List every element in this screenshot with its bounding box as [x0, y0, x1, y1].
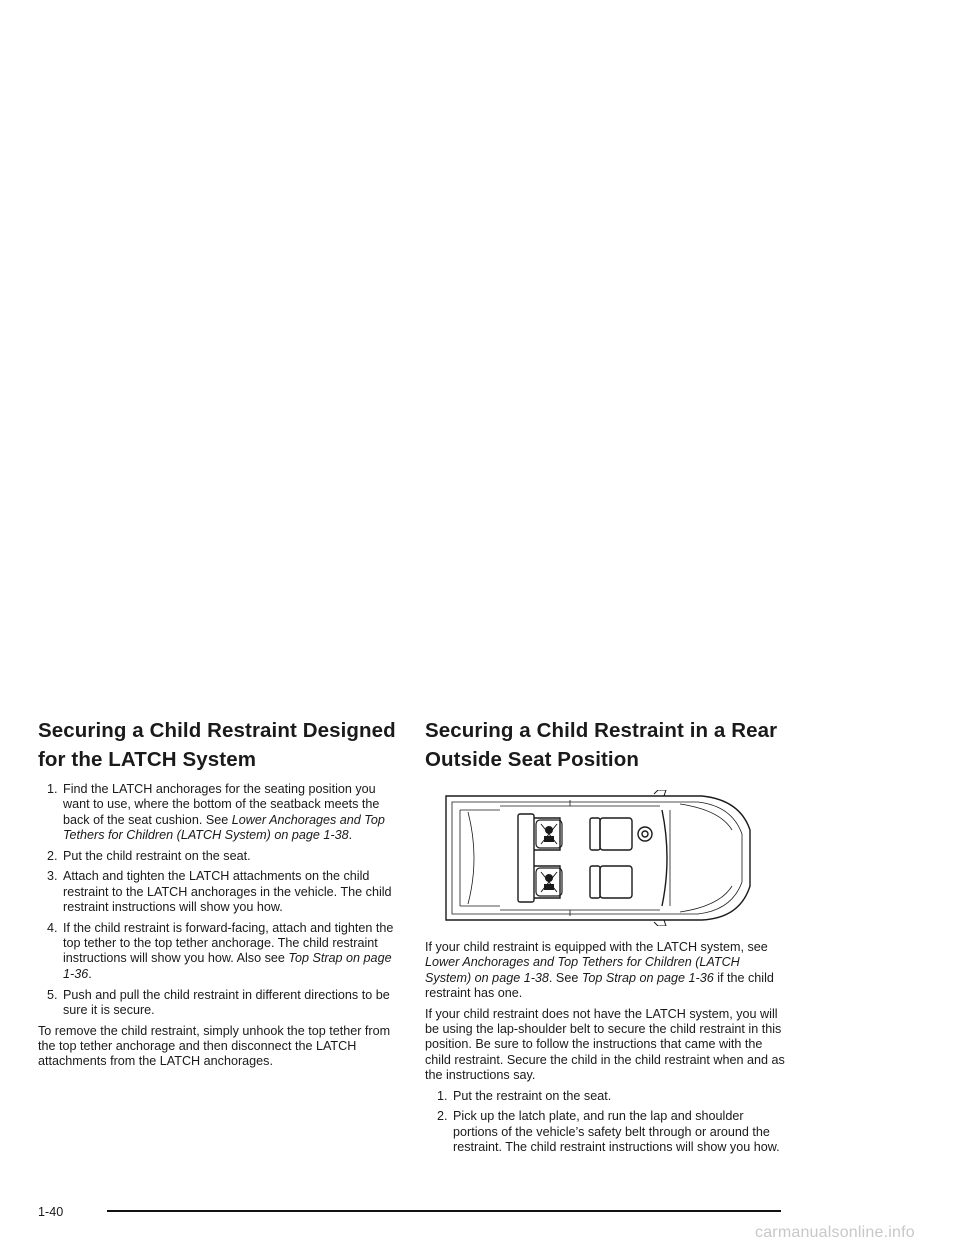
page-reference-link[interactable]: Lower Anchorages and Top Tethers for Children (LATCH System) on page 1-38	[63, 812, 385, 842]
page-reference-link[interactable]: Top Strap on page 1-36	[581, 970, 714, 985]
latch-equipped-paragraph: If your child restraint is equipped with the LATCH system, see Lower Anchorages and Top Tethers for Children (LATCH System) on page 1-38. See Top Strap on page 1-36 if the child restraint has one.	[425, 940, 774, 1000]
right-column	[425, 716, 787, 1161]
list-item: 2. Pick up the latch plate, and run the lap and shoulder portions of the vehicle’s safety belt through or around the restraint. The child restraint instructions will show you how.	[437, 1109, 780, 1155]
page-reference-link[interactable]: Lower Anchorages and Top Tethers for Children (LATCH System) on page 1-38	[425, 955, 740, 985]
footer-divider	[107, 1210, 781, 1212]
list-item: 3. Attach and tighten the LATCH attachments on the child restraint to the LATCH anchorages in the vehicle. The child restraint instructions will show you how.	[47, 869, 392, 915]
section-heading: Securing a Child Restraint Designed for the LATCH System	[38, 719, 396, 771]
list-item: 1. Find the LATCH anchorages for the seating position you want to use, where the bottom of the seatback meets the back of the seat cushion. See Lower Anchorages and Top Tethers for Children (LATCH System) on page 1-38.	[47, 782, 385, 842]
closing-paragraph: To remove the child restraint, simply unhook the top tether from the top tether anchorage and then disconnect the LATCH attachments from the LATCH anchorages.	[38, 1023, 391, 1069]
child-seat-icon	[536, 820, 562, 848]
page-number: 1-40	[38, 1205, 64, 1219]
instruction-list	[425, 1089, 787, 1156]
child-seat-icon	[536, 868, 562, 896]
list-item: 2. Put the child restraint on the seat.	[47, 848, 251, 863]
list-item: 5. Push and pull the child restraint in different directions to be sure it is secure.	[47, 987, 390, 1017]
watermark: carmanualsonline.info	[755, 1224, 915, 1241]
list-item: 1. Put the restraint on the seat.	[437, 1088, 612, 1103]
car-top-view-rear-seat-illustration	[440, 790, 754, 926]
no-latch-paragraph: If your child restraint does not have the LATCH system, you will be using the lap-shoulder belt to secure the child restraint in this position. Be sure to follow the instructions that came with the child restraint. Secure the child in the child restraint when and as the instructions say.	[425, 1006, 785, 1082]
list-item: 4. If the child restraint is forward-facing, attach and tighten the top tether to the top tether anchorage. The child restraint instructions will show you how. Also see Top Strap on page 1-36.	[47, 920, 394, 981]
instruction-list	[38, 782, 398, 1018]
left-column	[38, 716, 398, 1075]
page-reference-link[interactable]: Top Strap on page 1-36	[63, 951, 392, 981]
section-heading: Securing a Child Restraint in a Rear Outside Seat Position	[425, 719, 778, 771]
